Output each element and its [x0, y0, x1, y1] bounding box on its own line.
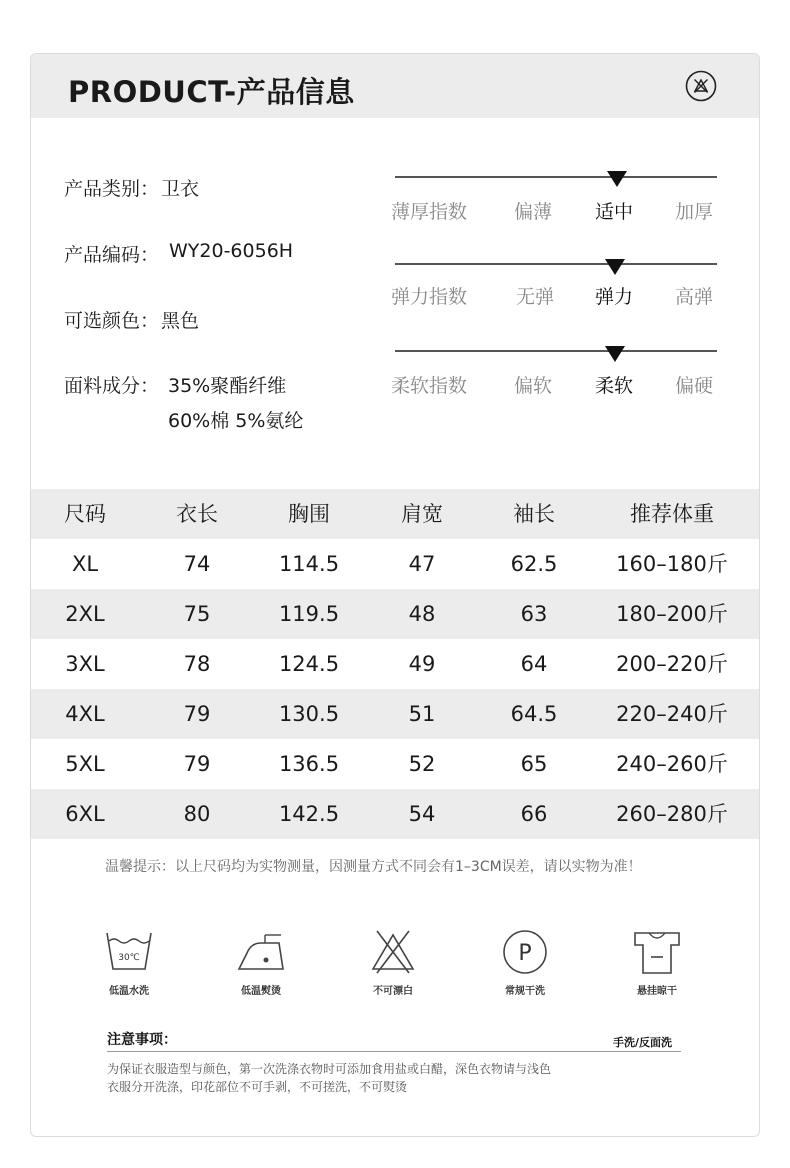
- chest-cell: 142.5: [278, 802, 340, 826]
- care-label: 悬挂晾干: [637, 986, 677, 997]
- fabric-value-2: 60%棉 5%氨纶: [168, 410, 304, 432]
- scale-line: [395, 263, 717, 265]
- scale-name: 弹力指数: [391, 286, 468, 308]
- scale-option-selected: 柔软: [595, 375, 634, 397]
- color-value: 黑色: [161, 310, 200, 332]
- code-value: WY20-6056H: [169, 240, 294, 262]
- shoulder-cell: 51: [408, 702, 436, 726]
- scale-option: 偏薄: [514, 201, 553, 223]
- scale-option: 高弹: [675, 286, 714, 308]
- table-row: [31, 789, 759, 839]
- shoulder-cell: 47: [408, 552, 436, 576]
- header-cell: 肩宽: [401, 502, 443, 526]
- scale-option: 偏软: [514, 375, 553, 397]
- no-bleach-circle-icon: [685, 70, 717, 102]
- fabric-label: 面料成分：: [64, 375, 160, 397]
- code-label: 产品编码：: [64, 244, 160, 266]
- size-cell: 6XL: [65, 802, 105, 826]
- sleeve-cell: 65: [520, 752, 548, 776]
- low-iron-icon: [235, 929, 287, 975]
- sleeve-cell: 64.5: [510, 702, 558, 726]
- scale-option-selected: 适中: [595, 201, 634, 223]
- scale-marker: [605, 346, 625, 362]
- header-cell: 胸围: [288, 502, 330, 526]
- hang-dry-icon: [631, 929, 683, 975]
- sleeve-cell: 63: [520, 602, 548, 626]
- measurement-note: 温馨提示：以上尺码均为实物测量，因测量方式不同会有1–3CM误差，请以实物为准！: [105, 859, 642, 875]
- fabric-value-1: 35%聚酯纤维: [168, 375, 287, 397]
- category-label: 产品类别：: [64, 178, 160, 200]
- wash-method: 手洗/反面洗: [613, 1036, 673, 1049]
- length-cell: 75: [183, 602, 211, 626]
- weight-cell: 180–200斤: [616, 602, 728, 626]
- wash-30c-icon: [103, 929, 155, 975]
- length-cell: 80: [183, 802, 211, 826]
- scale-option: 无弹: [516, 286, 555, 308]
- category-value: 卫衣: [161, 178, 200, 200]
- size-cell: 5XL: [65, 752, 105, 776]
- notice-text-line-2: 衣服分开洗涤，印花部位不可手剥，不可搓洗，不可熨烫: [107, 1080, 408, 1094]
- weight-cell: 240–260斤: [616, 752, 728, 776]
- weight-cell: 260–280斤: [616, 802, 728, 826]
- size-cell: 4XL: [65, 702, 105, 726]
- shoulder-cell: 49: [408, 652, 436, 676]
- wash-temp-label: 30℃: [118, 953, 140, 963]
- sleeve-cell: 66: [520, 802, 548, 826]
- scale-option-selected: 弹力: [595, 286, 634, 308]
- length-cell: 78: [183, 652, 211, 676]
- scale-option: 偏硬: [675, 375, 714, 397]
- size-cell: XL: [71, 552, 99, 576]
- length-cell: 79: [183, 702, 211, 726]
- care-label: 不可漂白: [373, 986, 413, 997]
- chest-cell: 136.5: [278, 752, 340, 776]
- divider: [107, 1051, 681, 1052]
- weight-cell: 220–240斤: [616, 702, 728, 726]
- chest-cell: 114.5: [278, 552, 340, 576]
- table-row: [31, 639, 759, 689]
- product-card: [30, 53, 760, 1137]
- care-label: 常规干洗: [505, 986, 545, 997]
- color-label: 可选颜色：: [64, 310, 160, 332]
- size-cell: 2XL: [65, 602, 105, 626]
- header-cell: 袖长: [513, 502, 555, 526]
- sleeve-cell: 62.5: [510, 552, 558, 576]
- sleeve-cell: 64: [520, 652, 548, 676]
- chest-cell: 130.5: [278, 702, 340, 726]
- chest-cell: 119.5: [278, 602, 340, 626]
- scale-line: [395, 350, 717, 352]
- dry-clean-p-icon: [499, 929, 551, 975]
- length-cell: 79: [183, 752, 211, 776]
- header-bar: [31, 54, 759, 118]
- header-cell: 尺码: [64, 502, 106, 526]
- shoulder-cell: 48: [408, 602, 436, 626]
- shoulder-cell: 54: [408, 802, 436, 826]
- header-cell: 衣长: [176, 502, 218, 526]
- header-cell: 推荐体重: [630, 502, 714, 526]
- table-row: [31, 689, 759, 739]
- care-label: 低温水洗: [109, 986, 149, 997]
- table-row: [31, 739, 759, 789]
- chest-cell: 124.5: [278, 652, 340, 676]
- scale-name: 薄厚指数: [391, 201, 468, 223]
- notice-title: 注意事项：: [107, 1032, 177, 1048]
- dry-clean-letter: P: [518, 941, 532, 966]
- length-cell: 74: [183, 552, 211, 576]
- table-row: [31, 539, 759, 589]
- care-label: 低温熨烫: [241, 986, 281, 997]
- table-row: [31, 589, 759, 639]
- size-table-header: [31, 489, 759, 539]
- scale-marker: [605, 259, 625, 275]
- scale-marker: [607, 171, 627, 187]
- weight-cell: 200–220斤: [616, 652, 728, 676]
- notice-text-line-1: 为保证衣服造型与颜色，第一次洗涤衣物时可添加食用盐或白醋，深色衣物请与浅色: [107, 1062, 552, 1076]
- scale-name: 柔软指数: [391, 375, 468, 397]
- weight-cell: 160–180斤: [616, 552, 728, 576]
- no-bleach-icon: [367, 929, 419, 975]
- scale-option: 加厚: [675, 201, 714, 223]
- size-cell: 3XL: [65, 652, 105, 676]
- scale-line: [395, 176, 717, 178]
- page-title: PRODUCT-产品信息: [68, 75, 355, 109]
- shoulder-cell: 52: [408, 752, 436, 776]
